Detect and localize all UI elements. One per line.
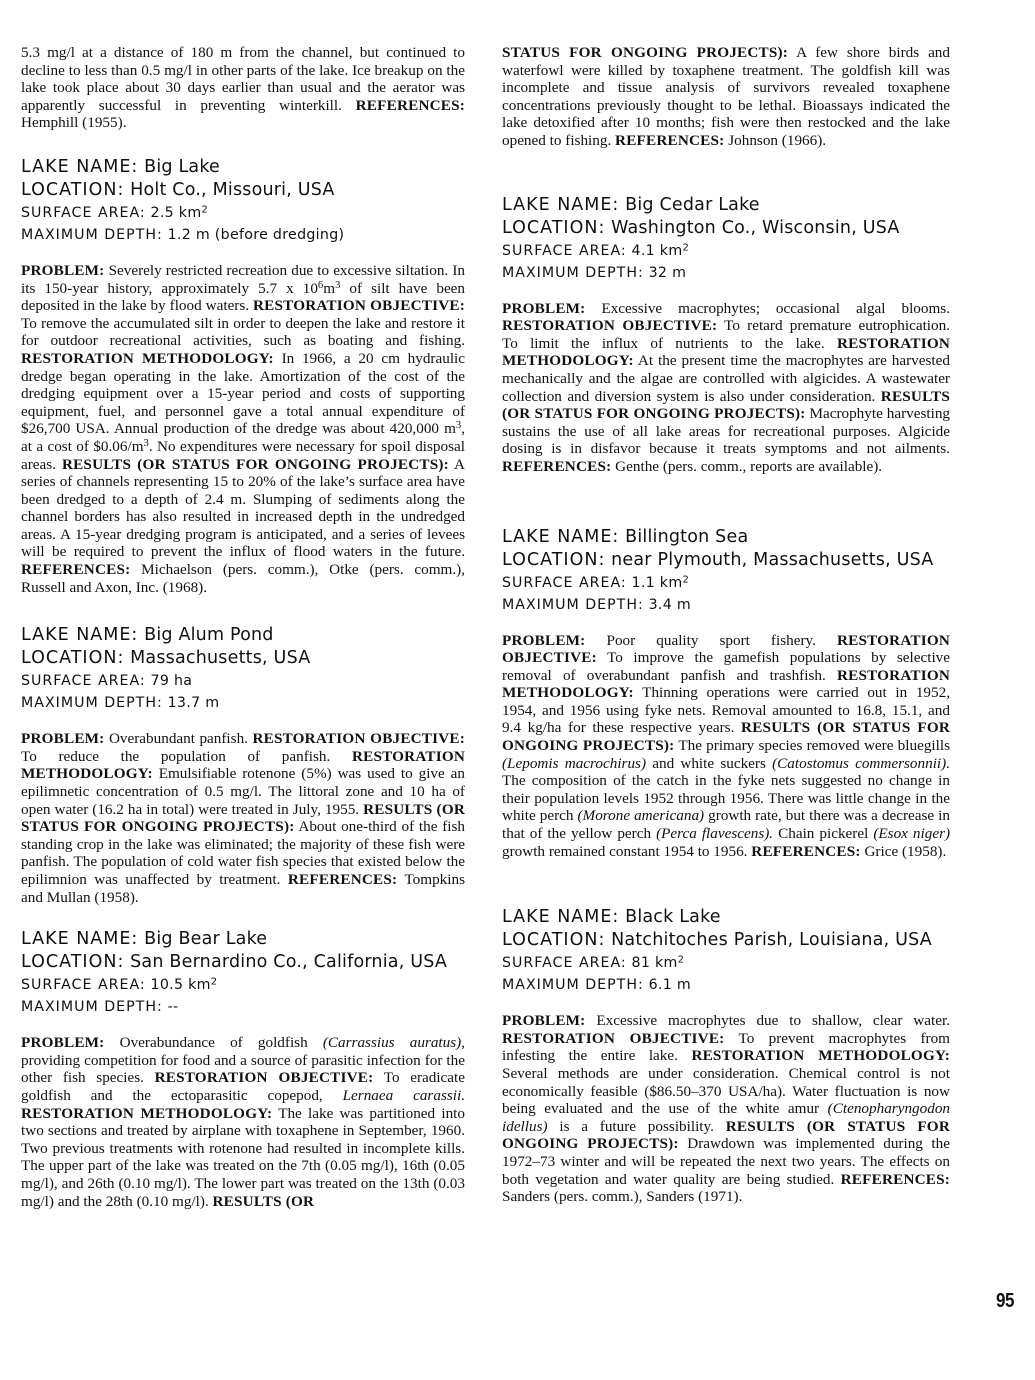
entry-billington-sea (502, 526, 950, 861)
right-column (502, 44, 950, 1206)
entry-body: PROBLEM: Excessive macrophytes; occasional algal blooms. RESTORATION OBJECTIVE: To retard premature eutrophication. To limit the influx of nutrients to the lake. RESTORATION METHODOLOGY: At the present time the macrophytes are harvested mechanically and the algae are controlled with algicides. A wastewater collection and diversion system is also under consideration. RESULTS (OR STATUS FOR ONGOING PROJECTS): Macrophyte harvesting sustains the use of all lake areas for recreational purposes. Algicide dosing is in disfavor because it treats symptoms and not ailments. REFERENCES: Genthe (pers. comm., reports are available). (502, 299, 951, 475)
entry-big-lake (21, 156, 465, 596)
left-column (21, 44, 465, 1210)
continuation-paragraph-left: 5.3 mg/l at a distance of 180 m from the channel, but continued to decline to less than 0.5 mg/l in other parts of the lake. Ice breakup on the lake took place about 30 days earlier than usual and the aerator was apparently successful in preventing winterkill. REFERENCES: Hemphill (1955). (21, 44, 466, 132)
lake-name: Billington Sea (625, 526, 749, 547)
lake-name: Black Lake (625, 907, 721, 928)
continuation-paragraph-right: STATUS FOR ONGOING PROJECTS): A few shore birds and waterfowl were killed by toxaphene treatment. The goldfish kill was incomplete and tissue analysis of survivors revealed toxaphene concentrations previously thought to be lethal. Bioassays indicated the lake detoxified after 10 months; fish were then restocked and the lake opened to fishing. REFERENCES: Johnson (1966). (502, 44, 950, 149)
entry-header: LAKE NAME: Big Alum Pond LOCATION: Massachusetts, USA SURFACE AREA: 79 ha MAXIMUM DEPTH: 13.7 m (21, 625, 311, 712)
lake-name: Big Bear Lake (144, 929, 268, 950)
entry-big-bear-lake (21, 928, 465, 1210)
lake-location: Washington Co., Wisconsin, USA (611, 217, 900, 238)
lake-name: Big Alum Pond (144, 625, 274, 646)
page-number: 95 (996, 1290, 1015, 1312)
lake-location: Massachusetts, USA (130, 648, 311, 669)
entry-body: PROBLEM: Overabundant panfish. RESTORATION OBJECTIVE: To reduce the population of panfish. RESTORATION METHODOLOGY: Emulsifiable rotenone (5%) was used to give an epilimnetic concentration of 0.5 mg/l. The littoral zone and 10 ha of open water (16.2 ha in total) were treated in July, 1955. RESULTS (OR STATUS FOR ONGOING PROJECTS): About one-third of the fish standing crop in the lake was eliminated; the majority of these fish were panfish. The population of cold water fish species that existed below the epilimnion was unaffected by treatment. REFERENCES: Tompkins and Mullan (1958). (21, 730, 466, 906)
entry-body: PROBLEM: Overabundance of goldfish (Carrassius auratus), providing competition for food and a source of parasitic infection for the other fish species. RESTORATION OBJECTIVE: To eradicate goldfish and the ectoparasitic copepod, Lernaea carassii. RESTORATION METHODOLOGY: The lake was partitioned into two sections and treated by airplane with toxaphene in September, 1960. Two previous treatments with rotenone had resulted in incomplete kills. The upper part of the lake was treated on the 7th (0.05 mg/l), 16th (0.05 mg/l), and 26th (0.10 mg/l). The lower part was treated on the 13th (0.03 mg/l) and the 28th (0.10 mg/l). RESULTS (OR (21, 1034, 466, 1210)
lake-location: Natchitoches Parish, Louisiana, USA (611, 930, 932, 951)
entry-header: LAKE NAME: Big Cedar Lake LOCATION: Washington Co., Wisconsin, USA SURFACE AREA: 4.1 $km^2$ MAXIMUM DEPTH: 32 m (502, 194, 900, 281)
lake-location: Holt Co., Missouri, USA (130, 179, 335, 200)
lake-name: Big Cedar Lake (625, 194, 760, 215)
lake-location: San Bernardino Co., California, USA (130, 952, 448, 973)
entry-header: LAKE NAME: Big Bear Lake LOCATION: San Bernardino Co., California, USA SURFACE AREA: 10.5 $km^2$ MAXIMUM DEPTH: -- (21, 929, 448, 1016)
entry-big-alum-pond (21, 624, 465, 906)
entry-body: PROBLEM: Excessive macrophytes due to shallow, clear water. RESTORATION OBJECTIVE: To prevent macrophytes from infesting the entire lake. RESTORATION METHODOLOGY: Several methods are under consideration. Chemical control is not economically feasible ($86.50–370 USA/ha). Water fluctuation is now being evaluated and the use of the white amur (Ctenopharyngodon idellus) is a future possibility. RESULTS (OR STATUS FOR ONGOING PROJECTS): Drawdown was implemented during the 1972–73 winter and will be repeated the next two years. The effects on both vegetation and water quality are being studied. REFERENCES: Sanders (pers. comm.), Sanders (1971). (502, 1012, 951, 1206)
entry-body: PROBLEM: Poor quality sport fishery. RESTORATION OBJECTIVE: To improve the gamefish populations by selective removal of overabundant panfish and trashfish. RESTORATION METHODOLOGY: Thinning operations were carried out in 1952, 1954, and 1956 using fyke nets. Removal amounted to 16.8, 15.1, and 9.4 kg/ha for these respective years. RESULTS (OR STATUS FOR ONGOING PROJECTS): The primary species removed were bluegills (Lepomis macrochirus) and white suckers (Catostomus commersonnii). The composition of the catch in the fyke nets suggested no change in their population levels 1952 through 1956. There was little change in the white perch (Morone americana) growth rate, but there was a decrease in that of the yellow perch (Perca flavescens). Chain pickerel (Esox niger) growth remained constant 1954 to 1956. REFERENCES: Grice (1958). (502, 631, 951, 860)
entry-black-lake (502, 906, 950, 1206)
entry-big-cedar-lake (502, 194, 950, 476)
entry-body: PROBLEM: Severely restricted recreation due to excessive siltation. In its 150-year history, approximately 5.7 x $10^6m^3$ of silt have been deposited in the lake by flood waters. RESTORATION OBJECTIVE: To remove the accumulated silt in order to deepen the lake and restore it for outdoor recreational activities, such as boating and fishing. RESTORATION METHODOLOGY: In 1966, a 20 cm hydraulic dredge began operating in the lake. Amortization of the cost of the dredging equipment over a 15-year period and costs of supporting equipment, fuel, and personnel gave a total annual expenditure of $26,700 USA. Annual production of the dredge was about 420,000 $m^3$, at a cost of $\$0.06/m^3$. No expenditures were necessary for spoil disposal areas. RESULTS (OR STATUS FOR ONGOING PROJECTS): A series of channels representing 15 to 20% of the lake’s surface area have been dredged to a depth of 2.4 m. Slumping of sediments along the channel borders has also resulted in increased depth in the undredged areas. A 15-year dredging program is anticipated, and a series of levees will be required to prevent the influx of flood waters in the future. REFERENCES: Michaelson (pers. comm.), Otke (pers. comm.), Russell and Axon, Inc. (1968). (21, 261, 466, 596)
entry-header: LAKE NAME: Billington Sea LOCATION: near Plymouth, Massachusetts, USA SURFACE AREA: 1.1 $km^2$ MAXIMUM DEPTH: 3.4 m (502, 526, 934, 613)
entry-header: LAKE NAME: Big Lake LOCATION: Holt Co., Missouri, USA SURFACE AREA: 2.5 $km^2$ MAXIMUM DEPTH: 1.2 m (before dredging) (21, 156, 345, 243)
lake-name: Big Lake (144, 156, 220, 177)
entry-header: LAKE NAME: Black Lake LOCATION: Natchitoches Parish, Louisiana, USA SURFACE AREA: 81 $km^2$ MAXIMUM DEPTH: 6.1 m (502, 907, 932, 994)
lake-location: near Plymouth, Massachusetts, USA (611, 549, 934, 570)
